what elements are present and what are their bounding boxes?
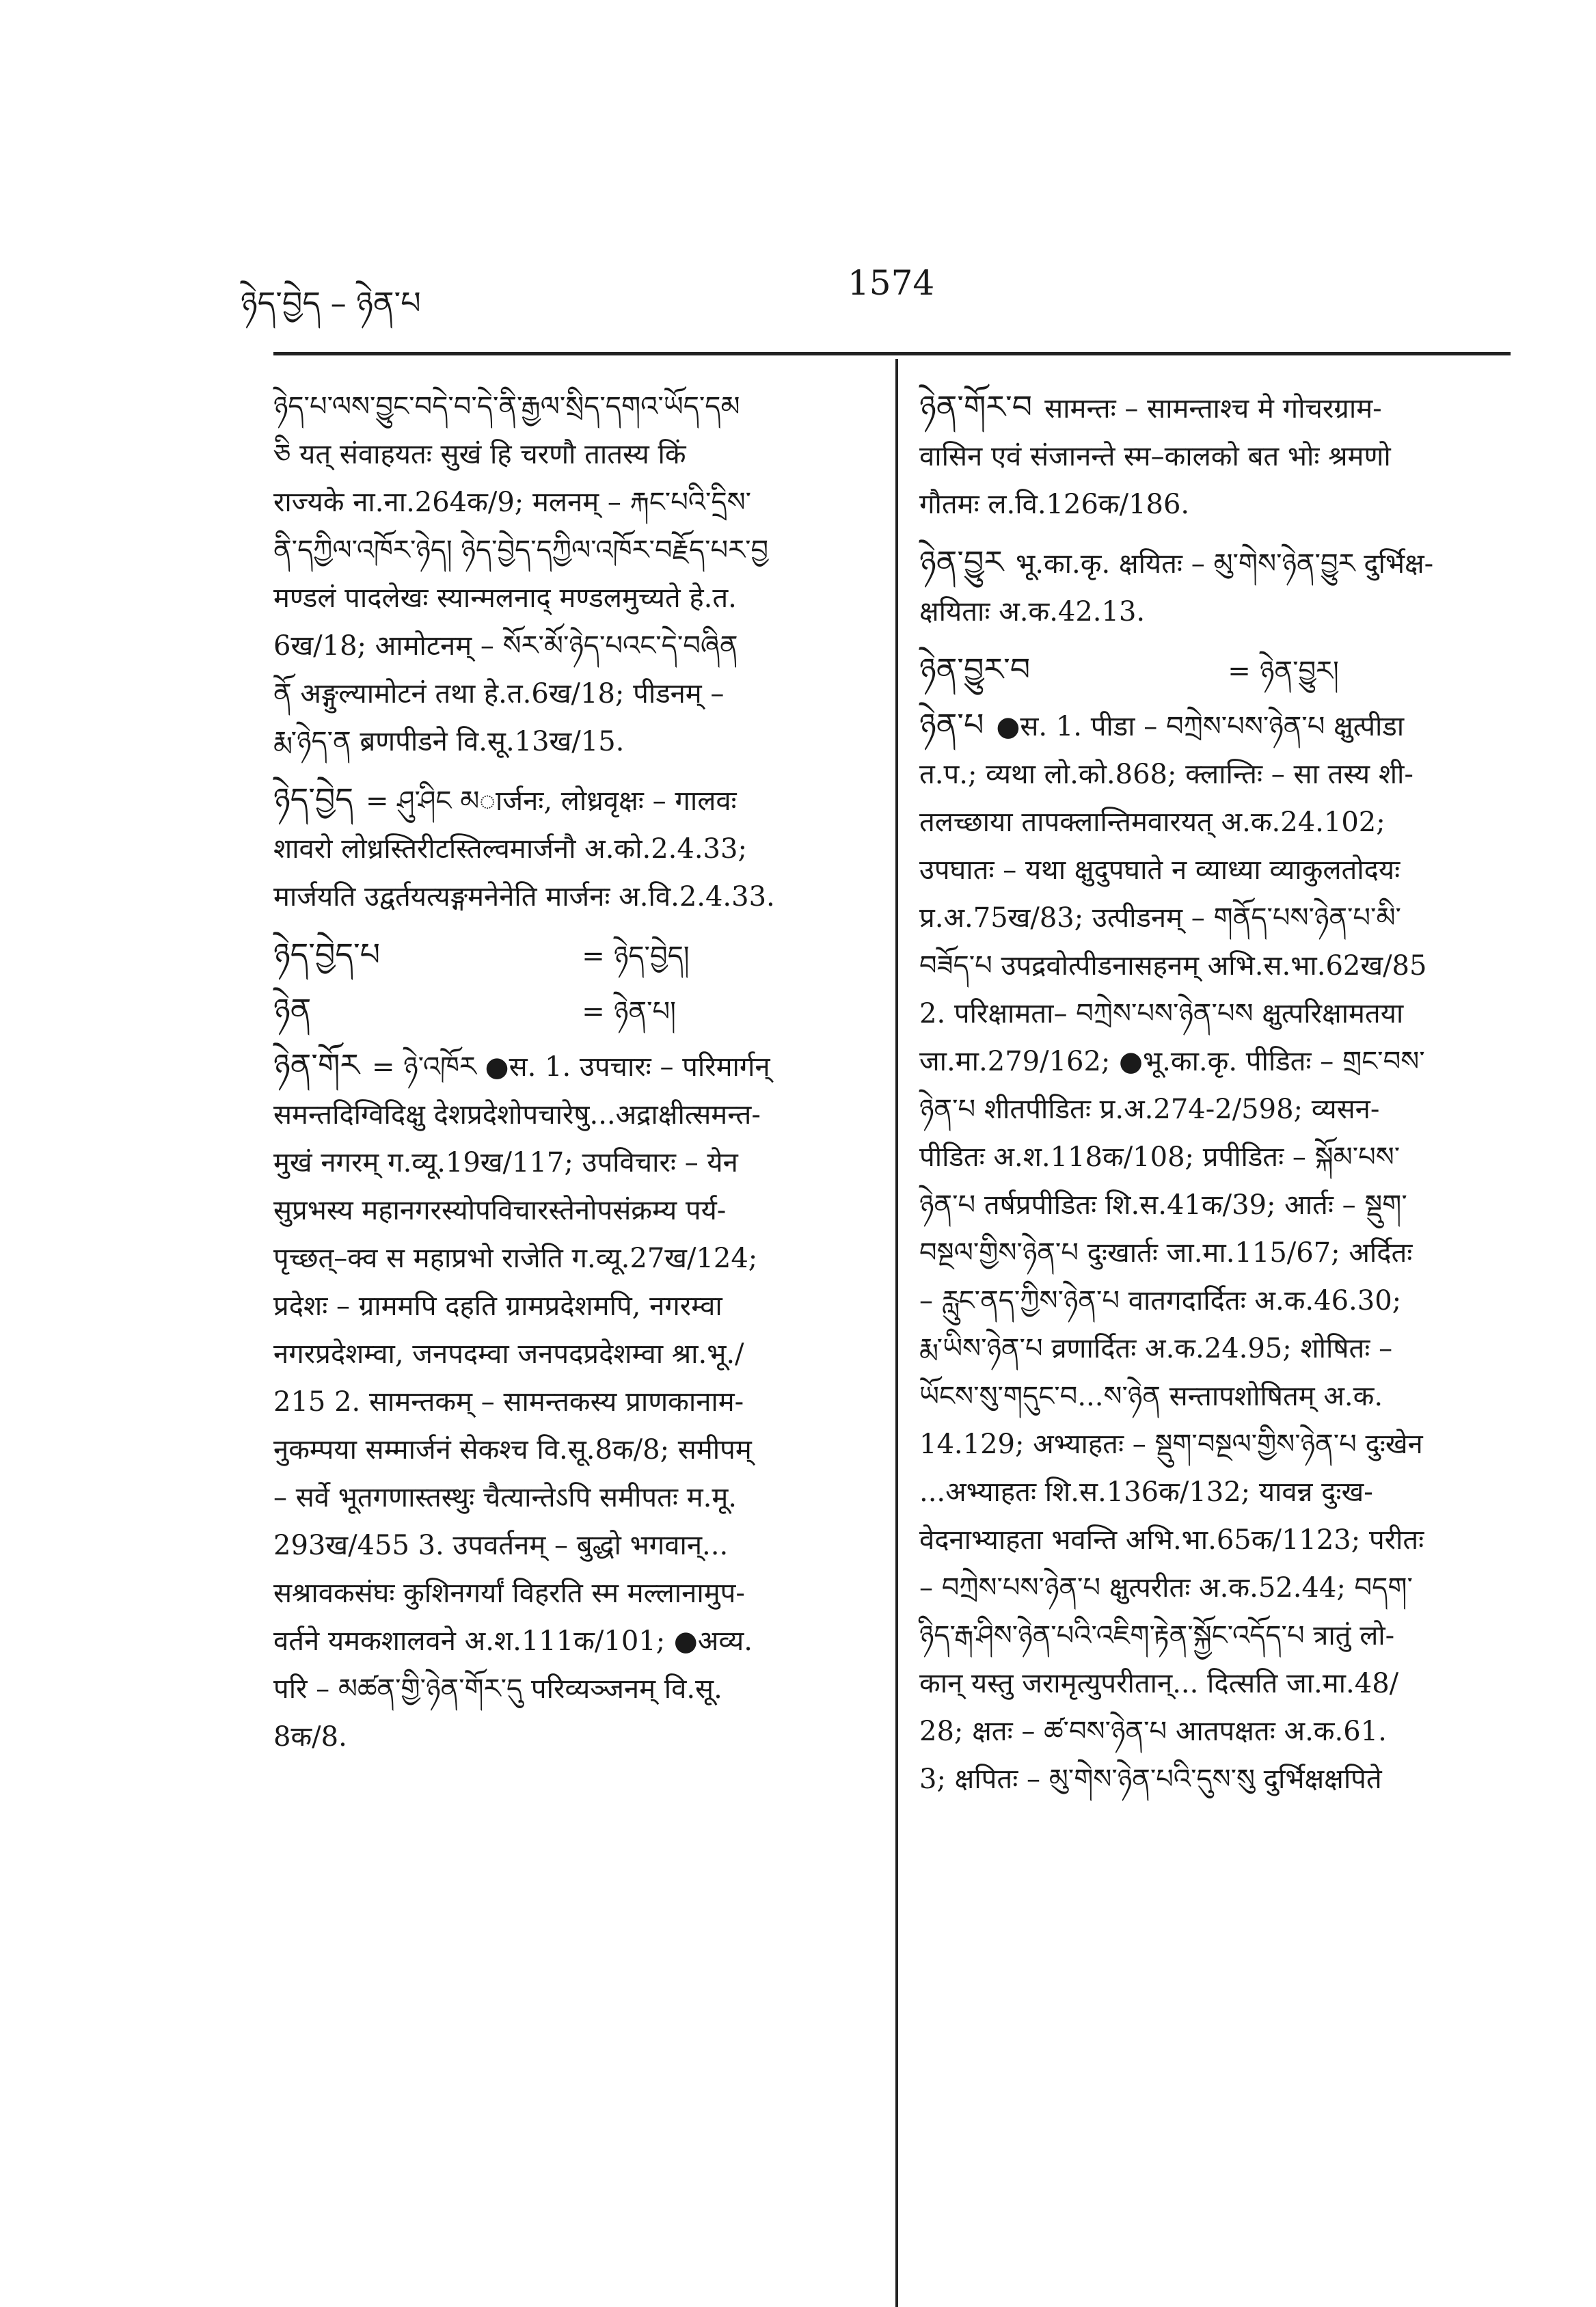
entry-line — [919, 1133, 1507, 1181]
entry-text: प्रदेशः – ग्राममपि दहति ग्रामप्रदेशमपि, नगरम्वा — [273, 1291, 722, 1322]
entry-line — [273, 383, 861, 431]
left-column — [273, 383, 861, 1770]
entry-headword: ཉེན་བྱུར — [919, 543, 1004, 580]
entry-text: བཟོད་པ उपद्रवोत्पीडनासहनम् अभि.स.भा.62ख/85 — [919, 950, 1427, 982]
cross-reference-eq: = — [582, 941, 605, 972]
entry-text: – सर्वे भूतगणास्तस्थुः चैत्यान्तेऽपि समीपतः म.मू. — [273, 1482, 737, 1513]
entry-line — [919, 1468, 1507, 1516]
entry-line — [273, 1235, 861, 1282]
column-divider — [895, 359, 898, 2307]
entry-line — [919, 1277, 1507, 1325]
entry-line — [919, 1373, 1507, 1420]
entry-line — [919, 894, 1507, 942]
entry-line — [919, 1516, 1507, 1564]
entry-text: त.प.; व्यथा लो.को.868; क्लान्तिः – सा तस्य शी- — [919, 759, 1414, 790]
entry-line — [919, 1708, 1507, 1755]
entry-line — [273, 1139, 861, 1187]
entry-text: पृच्छत्–क्व स महाप्रभो राजेति ग.व्यू.27ख/124; — [273, 1243, 758, 1274]
entry-text: वेदनाभ्याहता भवन्ति अभि.भा.65क/1123; परीतः — [919, 1524, 1424, 1556]
entry-line — [273, 1474, 861, 1522]
entry-line — [273, 478, 861, 526]
entry-text: मार्जयति उद्वर्तयत्यङ्गमनेनेति मार्जनः अ.वि.2.4.33. — [273, 881, 775, 913]
guide-words: ཉེད་བྱེད – ཉེན་པ — [241, 284, 421, 321]
entry-text: पीडितः अ.श.118क/108; प्रपीडितः – སྐོམ་པས་ — [919, 1142, 1401, 1173]
entry-text: – རླུང་ནད་ཀྱིས་ཉེན་པ वातगदार्दितः अ.क.46.30; — [919, 1285, 1402, 1317]
entry-line — [919, 1325, 1507, 1373]
entry-line — [919, 433, 1507, 481]
entry-line — [273, 775, 861, 825]
entry-line — [273, 1617, 861, 1665]
entry-line — [919, 538, 1507, 588]
entry-line — [919, 1612, 1507, 1660]
entry-headword: ཉེན་གོར་བ — [919, 388, 1033, 425]
entry-line — [919, 701, 1507, 751]
entry-headword: ཉེན་གོར — [273, 1047, 360, 1083]
entry-text: རྨ་ཉེད་ན ब्रणपीडने वि.सू.13ख/15. — [273, 726, 625, 757]
cross-reference-entry — [919, 645, 1507, 695]
entry-text: परि – མཚན་གྱི་ཉེན་གོར་དུ परिव्यञ्जनम् वि.सू. — [273, 1673, 722, 1705]
entry-text: 14.129; अभ्याहतः – སྡུག་བསྔལ་གྱིས་ཉེན་པ दुःखेन — [919, 1429, 1423, 1460]
entry-line — [919, 383, 1507, 433]
entry-line — [273, 1041, 861, 1091]
cross-reference-eq: = — [1228, 656, 1251, 687]
cross-reference-eq: = — [582, 996, 605, 1027]
dictionary-entry — [919, 538, 1507, 636]
entry-text: 215 2. सामन्तकम् – सामन्तकस्य प्राणकानाम- — [273, 1386, 744, 1418]
entry-line — [919, 846, 1507, 894]
entry-headword: ཉེད་བྱེད — [273, 781, 354, 818]
entry-text: सुप्रभस्य महानगरस्योपविचारस्तेनोपसंक्रम्य पर्य- — [273, 1195, 727, 1226]
entry-text: उपघातः – यथा क्षुदुपघाते न व्याध्या व्याकुलतोदयः — [919, 854, 1401, 886]
entry-text: = ཤུ་ཤིང མार्जनः, लोध्रवृक्षः – गालवः — [366, 785, 737, 817]
entry-line — [919, 1420, 1507, 1468]
entry-text: ཉེད་པ་ལས་བྱུང་བདེ་བ་དེ་ནི་རྒྱལ་སྲིད་དགའ་ཡོད་དམ — [273, 391, 740, 422]
entry-line — [273, 1569, 861, 1617]
entry-line — [919, 990, 1507, 1038]
entry-text: ཡོངས་སུ་གདུང་བ...ས་ཉེན सन्तापशोषितम् अ.क. — [919, 1381, 1383, 1412]
entry-line — [273, 670, 861, 718]
entry-line — [273, 718, 861, 766]
entry-line — [919, 1229, 1507, 1277]
header-rule — [273, 352, 1511, 355]
entry-text: राज्यके ना.ना.264क/9; मलनम् – རྐང་པའི་དྲིས་ — [273, 487, 751, 518]
cross-reference-entry — [273, 930, 861, 980]
entry-text: नगरप्रदेशम्वा, जनपदम्वा जनपदप्रदेशम्वा श्रा.भू./ — [273, 1338, 744, 1370]
entry-line — [273, 1522, 861, 1569]
cross-reference-headword: ཉེན་བྱུར་བ — [919, 651, 1031, 688]
entry-line — [919, 1660, 1507, 1708]
entry-line — [919, 481, 1507, 528]
entry-text: मण्डलं पादलेखः स्यान्मलनाद् मण्डलमुच्यते हे.त. — [273, 582, 737, 614]
entry-text: ●स. 1. पीडा – བཀྲེས་པས་ཉེན་པ क्षुत्पीडा — [996, 711, 1405, 742]
entry-line — [273, 574, 861, 622]
entry-text: भू.का.कृ. क्षयितः – མུ་གེས་ཉེན་བྱུར दुर्भिक्ष- — [1016, 548, 1434, 580]
entry-line — [273, 1426, 861, 1474]
dictionary-entry — [273, 1041, 861, 1761]
cross-reference-headword: ཉེད་བྱེད་པ — [273, 936, 381, 973]
entry-line — [273, 1187, 861, 1235]
entry-line — [919, 1564, 1507, 1612]
cross-reference-headword: ཉེན — [273, 991, 312, 1028]
entry-line — [919, 1038, 1507, 1085]
dictionary-entry — [919, 383, 1507, 528]
dictionary-entry — [273, 383, 861, 766]
cross-reference-target: ཉེད་བྱེད། — [614, 941, 690, 972]
entry-line — [273, 1330, 861, 1378]
entry-line — [273, 825, 861, 873]
entry-text: ཅི यत् संवाहयतः सुखं हि चरणौ तातस्य किं — [273, 439, 686, 470]
entry-line — [273, 526, 861, 574]
dictionary-entry — [273, 775, 861, 921]
entry-text: ...अभ्याहतः शि.स.136क/132; यावन्न दुःख- — [919, 1476, 1373, 1508]
entry-text: शावरो लोध्रस्तिरीटस्तिल्वमार्जनौ अ.को.2.4.33; — [273, 833, 747, 865]
entry-text: कान् यस्तु जरामृत्युपरीतान्... दित्सति जा.मा.48/ — [919, 1668, 1399, 1699]
entry-line — [273, 622, 861, 670]
entry-text: 8क/8. — [273, 1721, 347, 1753]
entry-text: वर्तने यमकशालवने अ.श.111क/101; ●अव्य. — [273, 1625, 753, 1657]
entry-text: गौतमः ल.वि.126क/186. — [919, 489, 1190, 520]
entry-text: 2. परिक्षामता– བཀྲེས་པས་ཉེན་པས क्षुत्परिक्षामतया — [919, 998, 1404, 1029]
entry-text: समन्तदिग्विदिक्षु देशप्रदेशोपचारेषु...अद्राक्षीत्समन्त- — [273, 1099, 761, 1131]
entry-text: བསྔལ་གྱིས་ཉེན་པ दुःखार्तः जा.मा.115/67; अर्दितः — [919, 1237, 1413, 1269]
entry-line — [919, 751, 1507, 798]
entry-line — [919, 1755, 1507, 1803]
entry-text: ཉེན་པ तर्षप्रपीडितः शि.स.41क/39; आर्तः – སྡུག་ — [919, 1189, 1407, 1221]
entry-line — [273, 1091, 861, 1139]
entry-text: वासिन एवं संजानन्ते स्म–कालको बत भोः श्रमणो — [919, 441, 1391, 472]
entry-text: ནི་དཀྱིལ་འཁོར་ཉེད། ཉེད་བྱེད་དཀྱིལ་འཁོར་བརྗོད་པར་བྱ — [273, 535, 769, 566]
entry-line — [919, 1181, 1507, 1229]
cross-reference-entry — [273, 986, 861, 1036]
entry-headword: ཉེན་པ — [919, 706, 984, 743]
entry-text: ཉེན་པ शीतपीडितः प्र.अ.274-2/598; व्यसन- — [919, 1094, 1380, 1125]
entry-text: ནོ अङ्गुल्यामोटनं तथा हे.त.6ख/18; पीडनम् – — [273, 678, 725, 710]
entry-line — [273, 1665, 861, 1713]
entry-line — [919, 1085, 1507, 1133]
entry-text: = ཉེ་འཁོར ●स. 1. उपचारः – परिमार्गन् — [372, 1051, 770, 1083]
dictionary-entry — [919, 701, 1507, 1803]
entry-line — [273, 1282, 861, 1330]
entry-line — [919, 588, 1507, 636]
entry-text: 28; क्षतः – ཚ་བས་ཉེན་པ आतपक्षतः अ.क.61. — [919, 1716, 1387, 1747]
entry-text: – བཀྲེས་པས་ཉེན་པ क्षुत्परीतः अ.क.52.44; བདག་ — [919, 1572, 1413, 1604]
entry-line — [919, 798, 1507, 846]
page-header — [0, 263, 1596, 321]
entry-text: རྨ་ཡིས་ཉེན་པ व्रणार्दितः अ.क.24.95; शोषितः – — [919, 1333, 1393, 1364]
entry-line — [273, 873, 861, 921]
right-column — [919, 383, 1507, 1813]
entry-text: नुकम्पया सम्मार्जनं सेकश्च वि.सू.8क/8; समीपम् — [273, 1434, 752, 1466]
entry-text: सामन्तः – सामन्ताश्च मे गोचरग्राम- — [1044, 393, 1382, 424]
entry-text: 6ख/18; आमोटनम् – སོར་མོ་ཉེད་པའང་དེ་བཞིན — [273, 630, 738, 662]
entry-text: प्र.अ.75ख/83; उत्पीडनम् – གནོད་པས་ཉེན་པ་མི་ — [919, 902, 1401, 934]
entry-text: तलच्छाया तापक्लान्तिमवारयत् अ.क.24.102; — [919, 807, 1385, 838]
entry-text: 3; क्षपितः – མུ་གེས་ཉེན་པའི་དུས་སུ दुर्भिक्षक्षपिते — [919, 1764, 1382, 1795]
entry-text: मुखं नगरम् ग.व्यू.19ख/117; उपविचारः – येन — [273, 1147, 738, 1178]
entry-text: ཉིད་རྒ་ཤིས་ཉེན་པའི་འཇིག་རྟེན་སྐྱོང་འདོད་པ त्रातुं लो- — [919, 1620, 1395, 1651]
cross-reference-target: ཉེན་པ། — [614, 996, 676, 1027]
entry-line — [273, 431, 861, 478]
entry-text: क्षयिताः अ.क.42.13. — [919, 596, 1146, 628]
page-number: 1574 — [848, 263, 935, 303]
entry-text: जा.मा.279/162; ●भू.का.कृ. पीडितः – གྲང་བས་ — [919, 1046, 1425, 1077]
entry-line — [273, 1713, 861, 1761]
entry-line — [273, 1378, 861, 1426]
entry-line — [919, 942, 1507, 990]
entry-text: सश्रावकसंघः कुशिनगर्यां विहरति स्म मल्लानामुप- — [273, 1578, 745, 1609]
entry-text: 293ख/455 3. उपवर्तनम् – बुद्धो भगवान्... — [273, 1530, 729, 1561]
cross-reference-target: ཉེན་བྱུར། — [1260, 656, 1339, 687]
